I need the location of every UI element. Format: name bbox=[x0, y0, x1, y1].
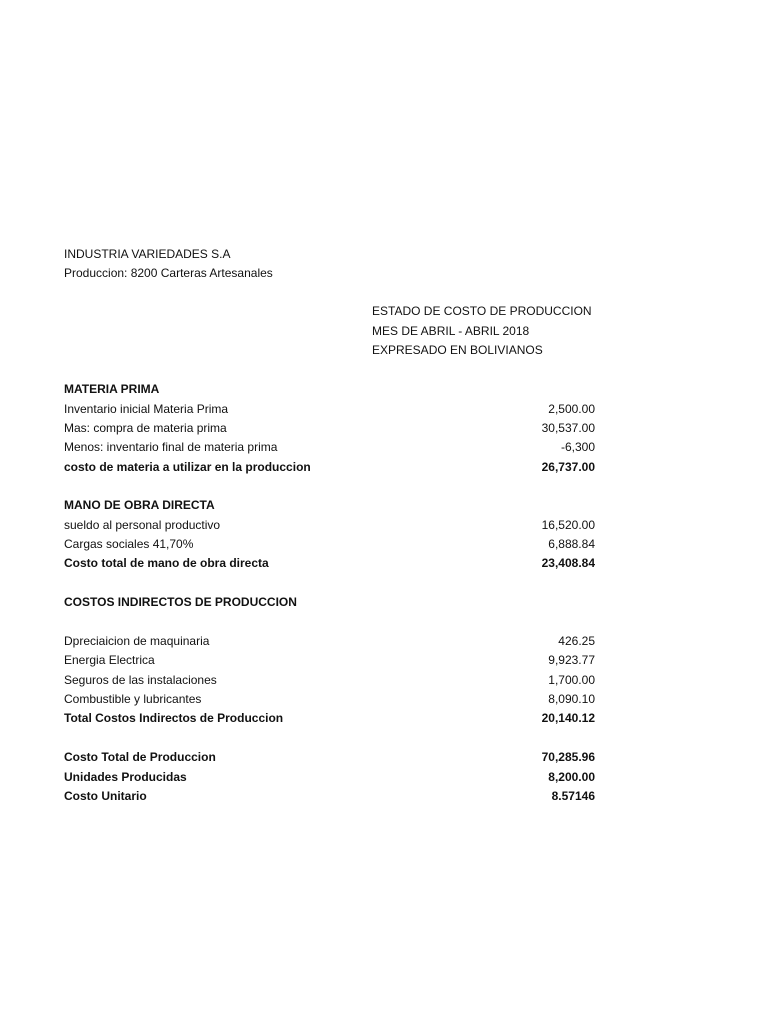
row-label: Unidades Producidas bbox=[64, 769, 187, 784]
statement-currency: EXPRESADO EN BOLIVIANOS bbox=[372, 343, 543, 357]
row-value: 9,923.77 bbox=[548, 653, 595, 668]
summary-row-unit-cost bbox=[64, 787, 595, 806]
row-value: -6,300 bbox=[560, 440, 595, 455]
row-label: Mas: compra de materia prima bbox=[64, 420, 227, 435]
row-label: Menos: inventario final de materia prima bbox=[64, 440, 278, 455]
row-value: 23,408.84 bbox=[541, 556, 595, 571]
table-row bbox=[64, 419, 595, 438]
row-value: 1,700.00 bbox=[548, 672, 595, 687]
row-value: 2,500.00 bbox=[548, 401, 595, 416]
row-label: Cargas sociales 41,70% bbox=[64, 536, 194, 551]
row-label: Inventario inicial Materia Prima bbox=[64, 401, 229, 416]
row-value: 8,200.00 bbox=[548, 769, 595, 784]
statement-header bbox=[372, 302, 592, 361]
row-value: 26,737.00 bbox=[541, 459, 595, 474]
row-value: 426.25 bbox=[558, 633, 595, 648]
table-row bbox=[64, 438, 595, 457]
row-label: Costo Unitario bbox=[64, 789, 147, 803]
table-row bbox=[64, 535, 595, 554]
table-row bbox=[64, 632, 595, 651]
row-label: Costo Total de Produccion bbox=[64, 750, 216, 765]
production-description: Produccion: 8200 Carteras Artesanales bbox=[64, 266, 273, 280]
subtotal-row-mano-de-obra bbox=[64, 554, 595, 573]
section-heading-costos-indirectos: COSTOS INDIRECTOS DE PRODUCCION bbox=[64, 595, 297, 609]
table-row bbox=[64, 400, 595, 419]
row-value: 70,285.96 bbox=[541, 750, 595, 765]
row-value: 8,090.10 bbox=[548, 692, 595, 706]
row-label: Energia Electrica bbox=[64, 653, 155, 668]
summary-row-units bbox=[64, 768, 595, 787]
row-label: Seguros de las instalaciones bbox=[64, 672, 217, 687]
summary-row-total-cost bbox=[64, 748, 595, 767]
statement-title: ESTADO DE COSTO DE PRODUCCION bbox=[372, 304, 592, 318]
table-row bbox=[64, 671, 595, 690]
row-label: sueldo al personal productivo bbox=[64, 517, 221, 532]
row-value: 30,537.00 bbox=[541, 420, 595, 435]
row-label: Combustible y lubricantes bbox=[64, 692, 202, 706]
row-value: 8.57146 bbox=[551, 789, 595, 803]
statement-period: MES DE ABRIL - ABRIL 2018 bbox=[372, 323, 530, 338]
subtotal-row-costos-indirectos bbox=[64, 709, 595, 728]
row-label: Costo total de mano de obra directa bbox=[64, 556, 269, 571]
section-heading-materia-prima: MATERIA PRIMA bbox=[64, 382, 160, 396]
row-value: 6,888.84 bbox=[548, 536, 595, 551]
table-row bbox=[64, 690, 595, 709]
row-value: 16,520.00 bbox=[541, 517, 595, 532]
table-row bbox=[64, 651, 595, 670]
row-label: Total Costos Indirectos de Produccion bbox=[64, 711, 284, 726]
section-heading-mano-de-obra: MANO DE OBRA DIRECTA bbox=[64, 498, 215, 512]
row-label: costo de materia a utilizar en la produccion bbox=[64, 459, 311, 474]
subtotal-row-materia-prima bbox=[64, 458, 595, 477]
row-value: 20,140.12 bbox=[541, 711, 595, 726]
table-row bbox=[64, 516, 595, 535]
row-label: Dpreciaicion de maquinaria bbox=[64, 633, 210, 648]
company-name: INDUSTRIA VARIEDADES S.A bbox=[64, 247, 231, 261]
